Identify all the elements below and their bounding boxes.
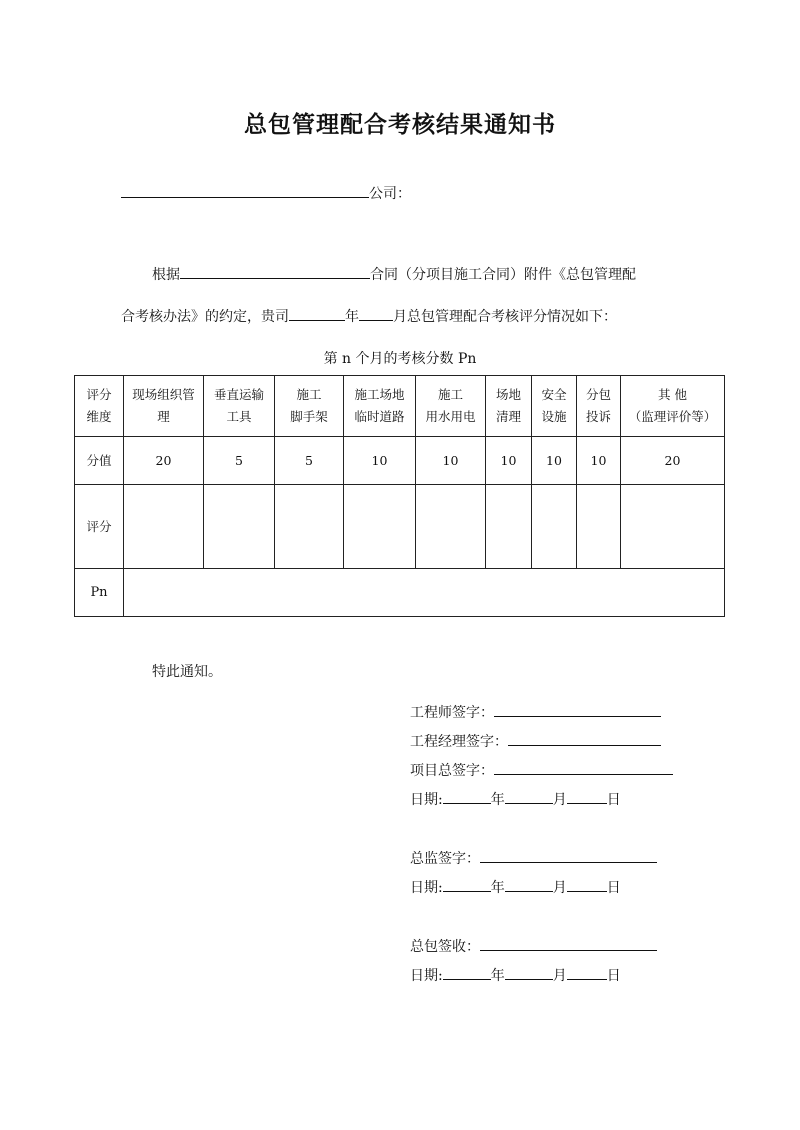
project-head-signature-label: 项目总签字： [410, 763, 494, 779]
date-month-label: 月 [552, 880, 567, 896]
engineer-signature-blank[interactable] [494, 703, 661, 717]
dimension-row [75, 376, 725, 437]
rating-input-cell[interactable] [344, 485, 416, 569]
document-title: 总包管理配合考核结果通知书 [244, 112, 556, 138]
para1-middle: 合同（分项目施工合同）附件《总包管理配 [370, 267, 636, 283]
date-year-blank[interactable] [443, 878, 491, 892]
score-table [74, 375, 725, 617]
score-cell: 20 [621, 437, 725, 485]
date-month-label: 月 [552, 792, 567, 808]
date-label: 日期: [410, 792, 443, 808]
date-month-blank[interactable] [505, 966, 553, 980]
dimension-cell: 其 他 （监理评价等） [621, 376, 725, 437]
score-cell: 10 [344, 437, 416, 485]
contract-name-blank[interactable] [180, 265, 370, 279]
para2-rest: 月总包管理配合考核评分情况如下： [393, 309, 617, 325]
date-month-blank[interactable] [505, 790, 553, 804]
dimension-cell: 现场组织管 理 [124, 376, 204, 437]
date-year-blank[interactable] [443, 966, 491, 980]
date-month-blank[interactable] [505, 878, 553, 892]
chief-supervisor-signature-line [410, 848, 657, 868]
date-line-3 [410, 965, 621, 985]
dimension-cell: 场地 清理 [486, 376, 532, 437]
date-year-label: 年 [490, 792, 505, 808]
dimension-cell: 垂直运输 工具 [204, 376, 275, 437]
rating-input-cell[interactable] [416, 485, 486, 569]
rating-label-cell: 评分 [75, 485, 124, 569]
date-year-blank[interactable] [443, 790, 491, 804]
rating-input-cell[interactable] [486, 485, 532, 569]
score-cell: 10 [416, 437, 486, 485]
rating-input-cell[interactable] [577, 485, 621, 569]
date-day-blank[interactable] [567, 878, 607, 892]
score-cell: 10 [577, 437, 621, 485]
para1-lead: 根据 [152, 267, 180, 283]
pn-row [75, 569, 725, 617]
company-line [121, 183, 411, 203]
project-head-signature-blank[interactable] [494, 761, 673, 775]
score-cell: 5 [275, 437, 344, 485]
rating-input-cell[interactable] [532, 485, 577, 569]
para2-lead: 合考核办法》的约定，贵司 [121, 309, 289, 325]
rating-row [75, 485, 725, 569]
contractor-receipt-line [410, 936, 657, 956]
rating-input-cell[interactable] [275, 485, 344, 569]
date-label: 日期: [410, 880, 443, 896]
para2-year: 年 [345, 309, 359, 325]
paragraph-line-2 [121, 306, 617, 326]
date-day-blank[interactable] [567, 790, 607, 804]
date-year-label: 年 [490, 968, 505, 984]
score-row [75, 437, 725, 485]
date-day-label: 日 [606, 968, 621, 984]
pn-input-cell[interactable] [124, 569, 725, 617]
date-line-2 [410, 877, 621, 897]
dimension-cell: 施工 脚手架 [275, 376, 344, 437]
notice-text: 特此通知。 [152, 664, 222, 680]
engineering-manager-signature-blank[interactable] [508, 732, 661, 746]
score-label-cell: 分值 [75, 437, 124, 485]
engineer-signature-label: 工程师签字： [410, 705, 494, 721]
date-day-label: 日 [606, 880, 621, 896]
score-cell: 20 [124, 437, 204, 485]
paragraph-line-1 [152, 264, 636, 284]
rating-input-cell[interactable] [621, 485, 725, 569]
year-blank[interactable] [289, 307, 345, 321]
score-cell: 5 [204, 437, 275, 485]
rating-input-cell[interactable] [204, 485, 275, 569]
date-day-label: 日 [606, 792, 621, 808]
month-blank[interactable] [359, 307, 393, 321]
pn-label-cell: Pn [75, 569, 124, 617]
project-head-signature-line [410, 760, 673, 780]
dimension-cell: 分包 投诉 [577, 376, 621, 437]
date-day-blank[interactable] [567, 966, 607, 980]
date-year-label: 年 [490, 880, 505, 896]
header-label-cell: 评分 维度 [75, 376, 124, 437]
engineer-signature-line [410, 702, 661, 722]
contractor-receipt-blank[interactable] [480, 937, 657, 951]
date-line-1 [410, 789, 621, 809]
contractor-receipt-label: 总包签收： [410, 939, 480, 955]
score-cell: 10 [486, 437, 532, 485]
engineering-manager-signature-line [410, 731, 661, 751]
engineering-manager-signature-label: 工程经理签字： [410, 734, 508, 750]
date-month-label: 月 [552, 968, 567, 984]
chief-supervisor-signature-label: 总监签字： [410, 851, 480, 867]
company-name-blank[interactable] [121, 184, 369, 198]
dimension-cell: 施工场地 临时道路 [344, 376, 416, 437]
score-cell: 10 [532, 437, 577, 485]
rating-input-cell[interactable] [124, 485, 204, 569]
dimension-cell: 安全 设施 [532, 376, 577, 437]
company-suffix: 公司： [369, 186, 411, 202]
chief-supervisor-signature-blank[interactable] [480, 849, 657, 863]
date-label: 日期: [410, 968, 443, 984]
table-caption: 第 n 个月的考核分数 Pn [323, 351, 477, 367]
dimension-cell: 施工 用水用电 [416, 376, 486, 437]
